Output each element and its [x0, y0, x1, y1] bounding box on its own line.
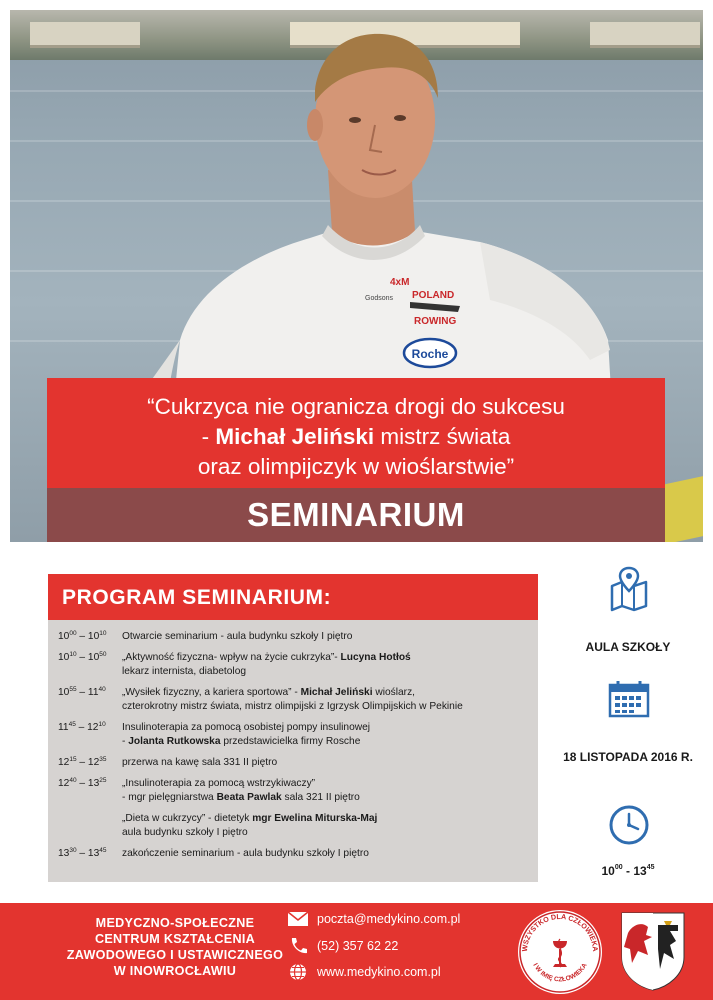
- voivodeship-crest: [620, 911, 686, 991]
- program-item-time: $12^{15} - 12^{35}$: [58, 756, 107, 768]
- shirt-text-4xm: 4xM: [390, 277, 410, 288]
- program-item-description: „Aktywność fizyczna- wpływ na życie cukrzyka”- Lucyna Hotłoś lekarz internista, diabetolog: [122, 652, 411, 677]
- program-item: [58, 756, 532, 770]
- speaker-name: Jolanta Rutkowska: [128, 736, 221, 747]
- program-item-time: $10^{10} - 10^{50}$: [58, 651, 107, 663]
- program-item: [58, 777, 532, 805]
- program-item: [58, 721, 532, 749]
- program-item: [58, 686, 532, 714]
- event-time: $10^{00} - 13^{45}$: [601, 864, 655, 878]
- phone-number[interactable]: (52) 357 62 22: [317, 939, 399, 953]
- program-item-description: „Insulinoterapia za pomocą wstrzykiwaczy” - mgr pielęgniarstwa Beata Pawlak sala 321 II piętro: [122, 778, 360, 803]
- school-seal-logo: [517, 909, 603, 995]
- program-heading: PROGRAM SEMINARIUM:: [48, 574, 538, 620]
- contact-email[interactable]: [287, 910, 460, 928]
- website-link[interactable]: www.medykino.com.pl: [317, 965, 441, 979]
- program-item-description: „Wysiłek fizyczny, a kariera sportowa” - Michał Jeliński wioślarz, czterokrotny mistrz świata, mistrz olimpijski z Igrzysk Olimpijskich w Pekinie: [122, 687, 463, 712]
- contact-phone[interactable]: [287, 937, 398, 955]
- event-place: AULA SZKOŁY: [585, 640, 671, 654]
- map-location-icon: [606, 566, 652, 612]
- clock-icon: [608, 804, 650, 846]
- quote-line-2: - Michał Jeliński mistrz świata: [201, 424, 511, 449]
- program-item-description: Otwarcie seminarium - aula budynku szkoły I piętro: [122, 631, 353, 642]
- program-item-time: $11^{45} - 12^{10}$: [58, 721, 106, 733]
- program-item: [58, 847, 532, 861]
- program-item: [58, 651, 532, 679]
- quote-line-3: oraz olimpijczyk w wioślarstwie”: [197, 454, 515, 479]
- footer: [0, 903, 713, 1000]
- speaker-name: Lucyna Hotłoś: [340, 652, 411, 663]
- program-item-description: przerwa na kawę sala 331 II piętro: [122, 757, 278, 768]
- roche-logo-text: Roche: [411, 347, 449, 361]
- seal-text-bottom: I W IMIĘ CZŁOWIEKA: [531, 962, 589, 984]
- program-item-time: $10^{00} - 10^{10}$: [58, 630, 107, 642]
- shirt-brand: Godsons: [365, 295, 394, 302]
- email-link[interactable]: poczta@medykino.com.pl: [317, 912, 461, 926]
- program-item-time: $10^{55} - 11^{40}$: [58, 686, 106, 698]
- calendar-icon: [608, 680, 650, 718]
- speaker-name: mgr Ewelina Miturska-Maj: [252, 813, 378, 824]
- shirt-text-rowing: ROWING: [414, 316, 457, 327]
- phone-icon: [287, 937, 309, 955]
- globe-icon: [287, 963, 309, 981]
- contact-website[interactable]: [287, 963, 441, 981]
- program-item-time: $12^{40} - 13^{25}$: [58, 777, 107, 789]
- speaker-name: Beata Pawlak: [216, 792, 282, 803]
- seal-text-top: WSZYSTKO DLA CZŁOWIEKA: [519, 911, 601, 952]
- quote-line-1: “Cukrzyca nie ogranicza drogi do sukcesu: [147, 394, 565, 419]
- organization-name: MEDYCZNO-SPOŁECZNE CENTRUM KSZTAŁCENIA ZAWODOWEGO I USTAWICZNEGO W INOWROCŁAWIU: [66, 916, 284, 978]
- program-item-time: $13^{30} - 13^{45}$: [58, 847, 107, 859]
- quote-speaker-name: Michał Jeliński: [215, 424, 375, 449]
- program-item: [58, 630, 532, 644]
- speaker-name: Michał Jeliński: [300, 687, 373, 698]
- program-item-description: Insulinoterapia za pomocą osobistej pompy insulinowej - Jolanta Rutkowska przedstawicielka firmy Rosche: [122, 722, 371, 747]
- quote-box: [47, 378, 665, 488]
- envelope-icon: [287, 910, 309, 928]
- program-item: [58, 812, 532, 840]
- program-list: [48, 620, 538, 882]
- program-item-description: zakończenie seminarium - aula budynku szkoły I piętro: [122, 848, 369, 859]
- seminar-title: SEMINARIUM: [47, 488, 665, 542]
- shirt-text-poland: POLAND: [412, 290, 455, 301]
- program-item-time: [58, 812, 122, 840]
- event-date: 18 LISTOPADA 2016 R.: [563, 750, 693, 764]
- program-item-description: „Dieta w cukrzycy” - dietetyk mgr Ewelina Miturska-Maj aula budynku szkoły I piętro: [122, 813, 378, 838]
